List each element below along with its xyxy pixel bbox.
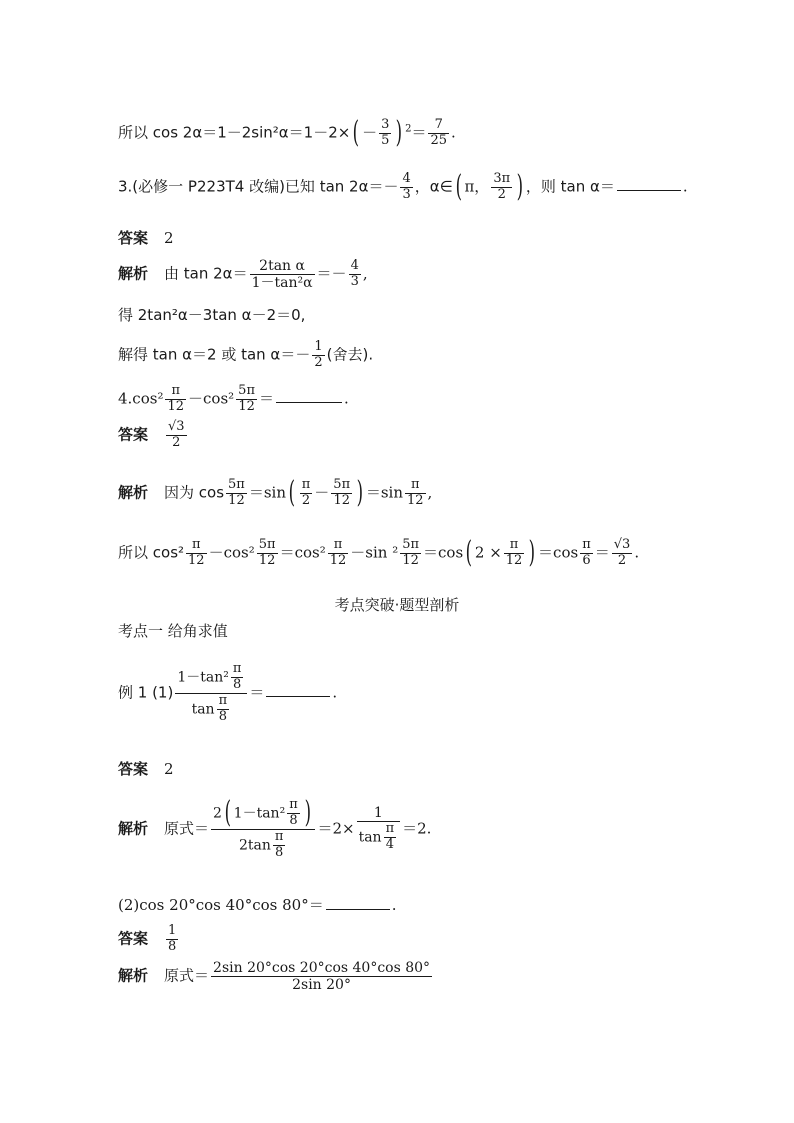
num: π xyxy=(328,538,349,554)
fraction xyxy=(349,259,361,290)
pi: π， xyxy=(464,177,490,196)
num xyxy=(211,795,315,831)
solution-4 xyxy=(118,475,433,511)
den: 12 xyxy=(238,398,255,414)
period: . xyxy=(391,896,397,914)
num: 2tan α xyxy=(250,258,315,275)
paren-right: ) xyxy=(516,169,524,205)
text: 例 1 (1) xyxy=(118,683,174,702)
fraction xyxy=(300,478,313,509)
fraction xyxy=(379,118,391,149)
fraction xyxy=(186,538,207,569)
fraction xyxy=(400,538,421,569)
num: π xyxy=(301,477,311,492)
answer-blank xyxy=(326,908,390,910)
text: 解得 tan α＝2 或 tan α＝－ xyxy=(118,345,311,364)
fraction xyxy=(491,172,512,203)
text: 因为 cos xyxy=(164,483,225,502)
num: 5π xyxy=(333,477,351,492)
example-1 xyxy=(118,662,337,725)
fraction xyxy=(250,258,315,291)
den: 12 xyxy=(228,492,245,508)
minus: － xyxy=(362,123,378,142)
text: tan xyxy=(191,701,215,718)
den: 8 xyxy=(218,708,227,724)
solution-3-line2 xyxy=(118,308,305,323)
text: 2 × xyxy=(474,543,502,562)
num: π xyxy=(582,537,591,552)
num xyxy=(175,662,247,694)
solution-6 xyxy=(118,960,434,993)
fraction xyxy=(165,384,186,415)
answer-value: 2 xyxy=(164,760,174,778)
den: 8 xyxy=(232,676,242,692)
topic-heading: 考点一 给角求值 xyxy=(118,622,228,640)
paren-right: ) xyxy=(304,795,311,831)
num: 2sin 20°cos 20°cos 40°cos 80° xyxy=(213,960,431,976)
den: 25 xyxy=(430,132,448,148)
text: tan xyxy=(358,829,382,846)
solution-label: 解析 xyxy=(118,483,149,502)
comma: , xyxy=(427,483,433,502)
period: . xyxy=(451,123,456,142)
text: ＝cos xyxy=(538,543,579,562)
text: ，则 tan α＝ xyxy=(525,177,615,196)
num: 4 xyxy=(350,258,359,274)
text: －cos² xyxy=(208,543,255,562)
answer-5 xyxy=(118,762,174,777)
text: 所以 cos 2α＝1－2sin²α＝1－2× xyxy=(118,123,351,142)
answer-value: 2 xyxy=(164,229,174,247)
answer-label: 答案 xyxy=(118,929,149,948)
text: 2 xyxy=(213,805,222,822)
fraction xyxy=(312,340,324,371)
den: 12 xyxy=(188,552,205,568)
answer-blank xyxy=(266,695,330,697)
answer-4 xyxy=(118,420,189,451)
fraction xyxy=(273,830,286,861)
section-title: 考点突破·题型剖析 xyxy=(334,596,460,614)
num: 5π xyxy=(228,477,245,492)
answer-label: 答案 xyxy=(118,760,149,778)
text: ＝cos xyxy=(423,543,464,562)
num: 3π xyxy=(493,171,511,186)
den: 12 xyxy=(402,552,419,568)
text: 由 tan 2α＝ xyxy=(164,264,248,283)
answer-label: 答案 xyxy=(118,229,149,247)
den: 8 xyxy=(289,812,298,828)
num: π xyxy=(186,538,207,554)
paren-right: ) xyxy=(528,535,536,571)
equals: ＝ xyxy=(249,683,265,702)
num: π xyxy=(274,828,284,844)
solution-3-line3 xyxy=(118,340,373,371)
paren-left: ( xyxy=(465,535,473,571)
fraction xyxy=(331,478,352,509)
den: 2sin 20° xyxy=(292,977,351,994)
num: 3 xyxy=(381,117,390,132)
fraction xyxy=(328,538,349,569)
den: 2 xyxy=(301,492,311,508)
text: ＝cos² xyxy=(279,543,326,562)
solution-label: 解析 xyxy=(118,819,149,838)
text: 所以 cos² xyxy=(118,543,185,562)
fraction xyxy=(384,822,397,853)
fraction xyxy=(357,805,401,853)
fraction xyxy=(612,538,633,569)
num: 1 xyxy=(314,339,323,354)
den: 2 xyxy=(497,186,506,202)
num: 5π xyxy=(402,537,420,552)
den: 12 xyxy=(407,492,424,508)
text: 3.(必修一 P223T4 改编)已知 tan 2α＝－ xyxy=(118,177,399,196)
num: √3 xyxy=(613,537,631,552)
num: 5π xyxy=(258,537,276,552)
den: 1－tan²α xyxy=(251,275,313,292)
fraction xyxy=(257,538,278,569)
solution-4-line2 xyxy=(118,535,640,571)
period: . xyxy=(332,683,338,702)
num: π xyxy=(165,384,186,400)
answer-label: 答案 xyxy=(118,425,149,444)
fraction xyxy=(166,924,178,955)
den: 12 xyxy=(505,552,523,568)
text: ，α∈ xyxy=(414,177,453,196)
fraction xyxy=(236,384,257,415)
den xyxy=(211,830,315,861)
text: 4.cos² xyxy=(118,389,164,408)
paren-left: ( xyxy=(224,795,232,831)
solution-5 xyxy=(118,795,432,861)
num: 4 xyxy=(402,171,411,186)
text: 2tan xyxy=(239,837,271,854)
paren-right: ) xyxy=(356,475,364,511)
num: 1 xyxy=(168,923,177,938)
paren-left: ( xyxy=(455,169,462,205)
period: . xyxy=(634,543,640,562)
fraction xyxy=(211,960,432,993)
den: 2 xyxy=(314,354,323,370)
fraction xyxy=(226,478,247,509)
answer-3 xyxy=(118,231,174,246)
fraction xyxy=(217,694,230,725)
fraction xyxy=(287,798,300,829)
den: 12 xyxy=(333,492,350,508)
text: 1－tan² xyxy=(177,669,229,686)
fraction xyxy=(231,662,244,693)
text: 原式＝ xyxy=(164,966,210,985)
text: ＝sin xyxy=(248,483,287,502)
num: π xyxy=(289,797,298,812)
den: 12 xyxy=(329,552,347,568)
num: 5π xyxy=(238,383,255,398)
num: √3 xyxy=(168,419,185,434)
num: π xyxy=(232,661,242,676)
den: 8 xyxy=(168,938,177,954)
fraction xyxy=(504,538,525,569)
fraction xyxy=(580,538,593,569)
num: π xyxy=(504,538,525,554)
den xyxy=(175,694,247,725)
den: 4 xyxy=(385,837,394,853)
den: 12 xyxy=(258,552,276,568)
den: 8 xyxy=(275,844,284,860)
period: . xyxy=(682,177,688,196)
text: ＝sin xyxy=(365,483,403,502)
answer-blank xyxy=(276,401,342,403)
text: －cos² xyxy=(188,389,235,408)
equals: ＝ xyxy=(411,123,427,142)
den: 6 xyxy=(582,552,591,568)
den: 3 xyxy=(402,186,411,202)
num: 7 xyxy=(428,118,449,134)
paren-left: ( xyxy=(288,475,296,511)
fraction-result xyxy=(428,118,449,149)
text: 原式＝ xyxy=(164,819,210,838)
den: 12 xyxy=(167,398,185,414)
example-1-part-2 xyxy=(118,898,396,913)
num: π xyxy=(405,478,426,494)
paren-right: ) xyxy=(395,115,403,151)
fraction xyxy=(175,662,247,725)
den: 3 xyxy=(350,274,359,290)
fraction xyxy=(211,795,315,861)
text: －sin ² xyxy=(350,543,399,562)
fraction xyxy=(166,420,187,451)
line-cos2a-result xyxy=(118,115,456,151)
den: 5 xyxy=(381,132,390,148)
exponent: 2 xyxy=(405,123,412,135)
num: 1 xyxy=(357,805,401,822)
comma: , xyxy=(362,264,368,283)
paren-left: ( xyxy=(352,115,360,151)
solution-label: 解析 xyxy=(118,966,149,985)
text: ＝ xyxy=(594,543,610,562)
text: (2)cos 20°cos 40°cos 80°＝ xyxy=(118,896,324,914)
text: ＝2× xyxy=(317,819,355,838)
period: . xyxy=(344,389,349,408)
answer-6 xyxy=(118,924,180,955)
text: ＝－ xyxy=(316,264,347,283)
den: 2 xyxy=(617,552,627,568)
fraction xyxy=(405,478,426,509)
minus: － xyxy=(314,483,330,502)
solution-label: 解析 xyxy=(118,264,149,283)
text: 1－tan² xyxy=(233,805,286,822)
den xyxy=(357,822,401,853)
equals: ＝ xyxy=(259,389,275,408)
text: (舍去). xyxy=(326,345,374,364)
den: 2 xyxy=(172,434,181,450)
question-4 xyxy=(118,384,349,415)
num: π xyxy=(385,821,395,837)
solution-3 xyxy=(118,258,368,291)
num: π xyxy=(218,692,228,708)
text: ＝2. xyxy=(402,819,432,838)
fraction xyxy=(400,172,412,203)
text: 得 2tan²α－3tan α－2＝0, xyxy=(118,306,306,324)
answer-blank xyxy=(617,189,681,191)
question-3 xyxy=(118,169,688,205)
